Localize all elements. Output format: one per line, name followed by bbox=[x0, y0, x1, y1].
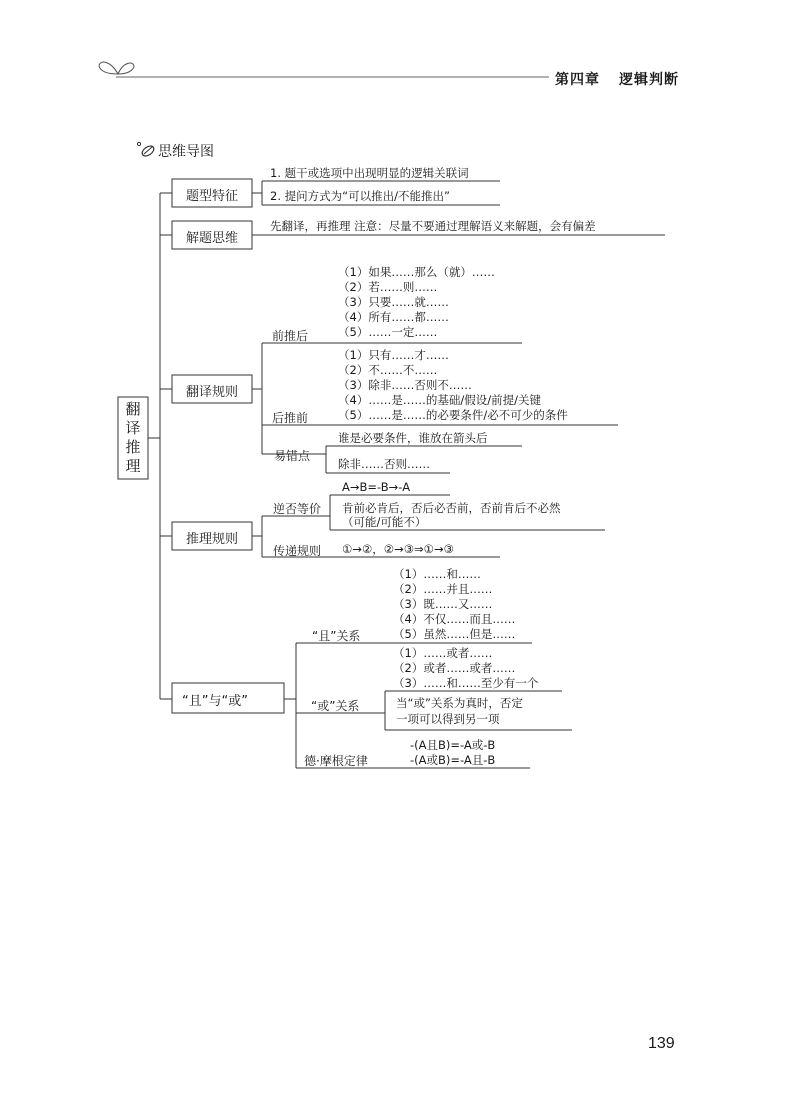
sprout-icon bbox=[99, 62, 134, 74]
nifou-label: 逆否等价 bbox=[273, 502, 322, 516]
demorgan-label: 德·摩根定律 bbox=[304, 754, 368, 768]
qie-item-1: （1）……和…… bbox=[393, 567, 481, 581]
nifou-note-line1: 肯前必肯后，否后必否前，否前肯后不必然 bbox=[342, 501, 561, 515]
label-tixing: 题型特征 bbox=[186, 189, 239, 204]
root-label: 翻译推理 bbox=[125, 400, 141, 475]
yicuo-item-2: 除非……否则…… bbox=[338, 457, 430, 471]
tixing-item-1: 1. 题干或选项中出现明显的逻辑关联词 bbox=[270, 166, 469, 180]
qian-item-4: （4）所有……都…… bbox=[338, 310, 449, 324]
label-qiehuo: “且”与“或” bbox=[182, 694, 248, 709]
qian-item-1: （1）如果……那么（就）…… bbox=[338, 265, 495, 279]
qie-item-3: （3）既……又…… bbox=[393, 597, 493, 611]
tuili-spine bbox=[252, 516, 262, 557]
qian-item-3: （3）只要……就…… bbox=[338, 295, 449, 309]
qian-item-5: （5）……一定…… bbox=[338, 325, 438, 339]
huo-item-2: （2）或者……或者…… bbox=[393, 661, 516, 675]
section-title: 思维导图 bbox=[158, 144, 214, 160]
main-branch-ticks bbox=[160, 193, 172, 699]
hou-item-5: （5）……是……的必要条件/必不可少的条件 bbox=[338, 408, 568, 422]
huo-label: “或”关系 bbox=[311, 699, 360, 713]
jieti-text: 先翻译，再推理 注意：尽量不要通过理解语义来解题，会有偏差 bbox=[270, 219, 596, 233]
qie-label: “且”关系 bbox=[312, 629, 361, 643]
qie-item-5: （5）虽然……但是…… bbox=[393, 627, 516, 641]
hou-item-1: （1）只有……才…… bbox=[338, 348, 449, 362]
qian-label: 前推后 bbox=[272, 329, 309, 343]
hou-item-4: （4）……是……的基础/假设/前提/关键 bbox=[338, 393, 541, 407]
label-jieti: 解题思维 bbox=[186, 231, 239, 246]
demorgan-formula-2: -(A或B)=-A且-B bbox=[410, 753, 496, 767]
main-spine bbox=[148, 193, 160, 699]
hou-item-2: （2）不……不…… bbox=[338, 363, 438, 377]
huo-note-line1: 当“或”关系为真时，否定 bbox=[396, 696, 523, 710]
qiehuo-spine bbox=[284, 643, 296, 768]
chuandi-formula: ①→②，②→③⇒①→③ bbox=[342, 542, 454, 556]
chapter-label: 第四章 bbox=[555, 72, 600, 88]
hou-label: 后推前 bbox=[272, 411, 309, 425]
huo-note-line2: 一项可以得到另一项 bbox=[396, 712, 500, 726]
chuandi-label: 传递规则 bbox=[273, 544, 322, 558]
huo-item-1: （1）……或者…… bbox=[393, 646, 493, 660]
leaf-pencil-icon bbox=[136, 140, 156, 162]
qie-item-4: （4）不仅……而且…… bbox=[393, 612, 516, 626]
chapter-title: 逻辑判断 bbox=[619, 72, 679, 88]
hou-item-3: （3）除非……否则不…… bbox=[338, 378, 472, 392]
demorgan-formula-1: -(A且B)=-A或-B bbox=[410, 738, 496, 752]
qie-item-2: （2）……并且…… bbox=[393, 582, 493, 596]
page-number: 139 bbox=[648, 1035, 675, 1052]
fanyi-spine bbox=[252, 343, 262, 454]
nifou-formula: A→B=-B→-A bbox=[342, 480, 411, 494]
huo-item-3: （3）……和……至少有一个 bbox=[393, 676, 539, 690]
tixing-item-2: 2. 提问方式为“可以推出/不能推出” bbox=[270, 189, 450, 203]
yicuo-label: 易错点 bbox=[274, 449, 311, 463]
yicuo-item-1: 谁是必要条件，谁放在箭头后 bbox=[338, 431, 488, 445]
label-tuili: 推理规则 bbox=[186, 532, 239, 547]
label-fanyi: 翻译规则 bbox=[186, 385, 239, 400]
nifou-note-line2: （可能/可能不） bbox=[342, 515, 427, 529]
qian-item-2: （2）若……则…… bbox=[338, 280, 438, 294]
